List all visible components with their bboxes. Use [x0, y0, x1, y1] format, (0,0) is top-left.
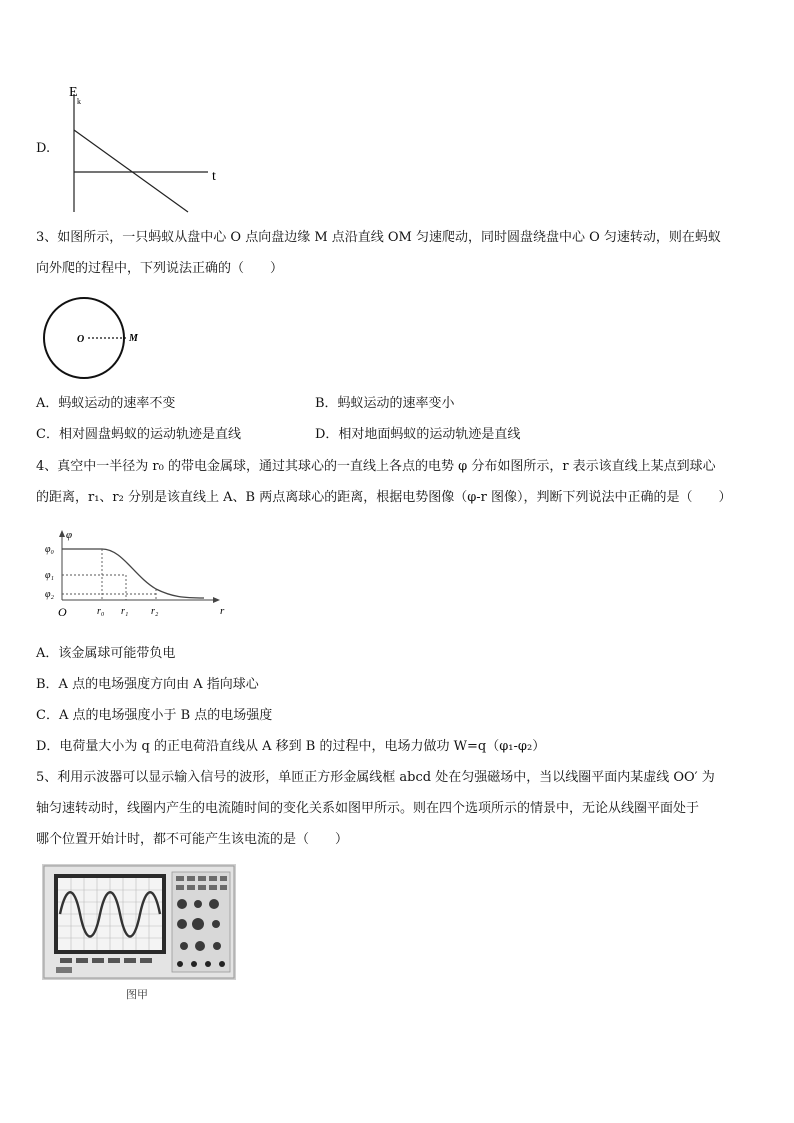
q4-option-d: D．电荷量大小为 q 的正电荷沿直线从 A 移到 B 的过程中，电场力做功 W=q（φ₁-φ₂） [36, 739, 546, 754]
r-axis-arrow [213, 597, 220, 603]
figure-caption: 图甲 [126, 988, 148, 1001]
q4-stem-line1: 4、真空中一半径为 r₀ 的带电金属球，通过其球心的一直线上各点的电势 φ 分布如图所示，r 表示该直线上某点到球心 [36, 459, 716, 474]
q4-stem-line2: 的距离，r₁、r₂ 分别是该直线上 A、B 两点离球心的距离，根据电势图像（φ-r 图像），判断下列说法中正确的是（ ） [36, 490, 732, 505]
q4-option-a: A．该金属球可能带负电 [36, 646, 176, 661]
q3-option-d: D．相对地面蚂蚁的运动轨迹是直线 [315, 427, 521, 442]
q5-stem-line1: 5、利用示波器可以显示输入信号的波形，单匝正方形金属线框 abcd 处在匀强磁场中，当以线圈平面内某虚线 OO′ 为 [36, 770, 715, 785]
phi0-tick: φ₀ [45, 544, 55, 555]
origin-label: O [58, 605, 67, 619]
oscilloscope-photo [42, 864, 236, 980]
center-o-label: O [77, 334, 85, 345]
phi1-tick: φ₁ [45, 570, 55, 581]
phi-axis-arrow [59, 530, 65, 537]
phi-axis-label: φ [66, 529, 73, 541]
q3-stem-line2: 向外爬的过程中，下列说法正确的（ ） [36, 261, 284, 276]
r0-tick: r₀ [97, 606, 105, 617]
q5-stem-line3: 哪个位置开始计时，都不可能产生该电流的是（ ） [36, 832, 349, 847]
q3-option-a: A．蚂蚁运动的速率不变 [36, 396, 176, 411]
ek-line [74, 130, 188, 212]
q2-option-d-label: D. [36, 141, 51, 156]
edge-m-label: M [129, 333, 138, 344]
y-axis-label: E [69, 85, 78, 100]
q4-option-b: B．A 点的电场强度方向由 A 指向球心 [36, 677, 259, 692]
q3-option-b: B．蚂蚁运动的速率变小 [315, 396, 455, 411]
x-axis-label: t [212, 169, 216, 184]
q4-option-c: C．A 点的电场强度小于 B 点的电场强度 [36, 708, 273, 723]
q4-phi-r-graph [44, 528, 234, 620]
phi-curve [62, 549, 204, 598]
q5-stem-line2: 轴匀速转动时，线圈内产生的电流随时间的变化关系如图甲所示。则在四个选项所示的情景中，无论从线圈平面处于 [36, 801, 700, 816]
r-axis-label: r [220, 605, 225, 617]
r2-tick: r₂ [151, 606, 159, 617]
q2-ek-t-graph [60, 80, 230, 216]
y-axis-sub: k [77, 97, 81, 106]
phi2-tick: φ₂ [45, 589, 55, 600]
control-knobs [177, 899, 221, 951]
r1-tick: r₁ [121, 606, 129, 617]
q3-option-c: C．相对圆盘蚂蚁的运动轨迹是直线 [36, 427, 241, 442]
q3-stem-line1: 3、如图所示，一只蚂蚁从盘中心 O 点向盘边缘 M 点沿直线 OM 匀速爬动，同时圆盘绕盘中心 O 匀速转动，则在蚂蚁 [36, 230, 721, 245]
q3-disk-figure [40, 296, 140, 380]
